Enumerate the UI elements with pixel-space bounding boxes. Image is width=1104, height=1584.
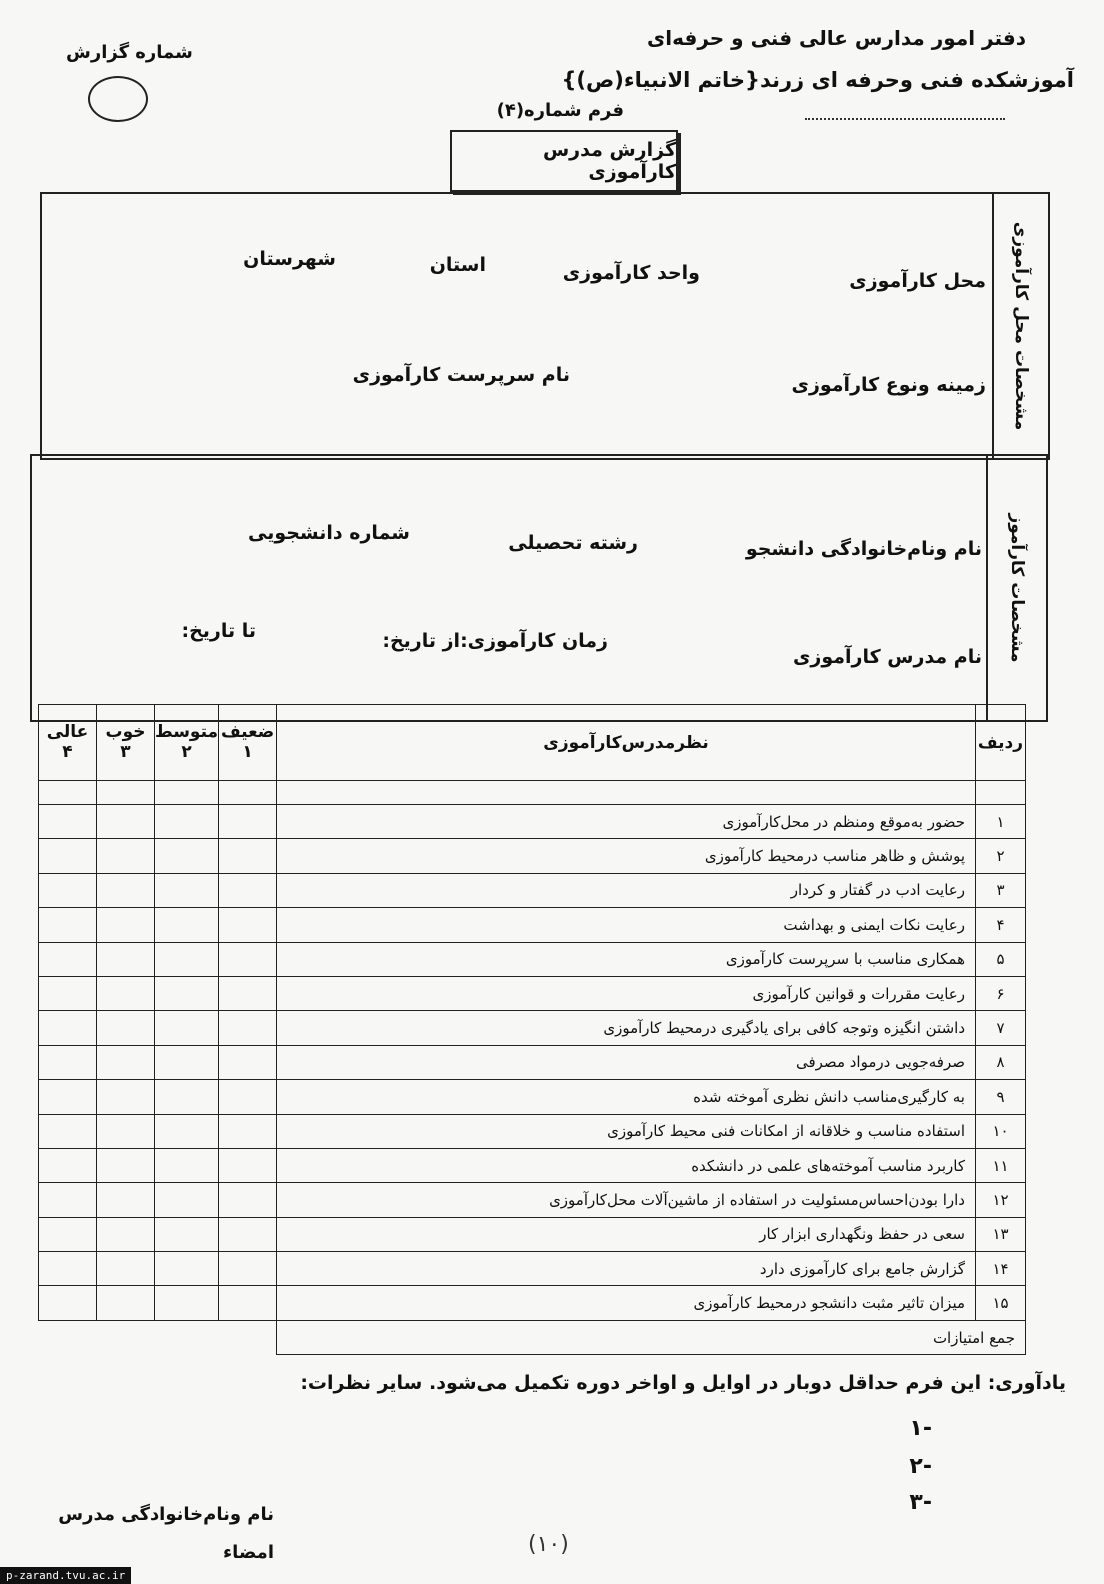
table-row — [39, 1217, 1026, 1251]
student-name-label: نام ونام‌خانوادگی دانشجو — [745, 538, 982, 560]
table-row — [39, 1252, 1026, 1286]
score-cell-4[interactable] — [39, 1286, 97, 1320]
school-title: آموزشکده فنی وحرفه ای زرند{خاتم الانبیاء(ص)} — [561, 68, 1074, 92]
score-cell-1[interactable] — [219, 1183, 277, 1217]
form-number: فرم شماره(۴) — [496, 100, 624, 121]
score-cell-3[interactable] — [97, 873, 155, 907]
reminder-text: یادآوری: این فرم حداقل دوبار در اوایل و اواخر دوره تکمیل می‌شود. سایر نظرات: — [300, 1372, 1066, 1394]
score-cell-1[interactable] — [219, 976, 277, 1010]
score-cell-4[interactable] — [39, 1011, 97, 1045]
intern-section-label: مشخصات کارآموز — [1007, 513, 1027, 663]
internship-place-section-label: مشخصات محل کارآموزی — [1011, 221, 1031, 431]
table-row — [39, 1011, 1026, 1045]
score-cell-3[interactable] — [97, 1148, 155, 1182]
office-title: دفتر امور مدارس عالی فنی و حرفه‌ای — [646, 26, 1026, 50]
row-index: ۴ — [976, 908, 1026, 942]
col-score-2-header: متوسط ۲ — [155, 705, 219, 781]
row-criterion: همکاری مناسب با سرپرست کارآموزی — [277, 942, 976, 976]
row-index: ۲ — [976, 839, 1026, 873]
score-cell-4[interactable] — [39, 1080, 97, 1114]
row-criterion: صرفه‌جویی درمواد مصرفی — [277, 1045, 976, 1079]
row-index: ۵ — [976, 942, 1026, 976]
period-to-label: تا تاریخ: — [181, 620, 256, 642]
spacer-cell — [39, 781, 97, 805]
total-value-cell[interactable] — [39, 1320, 277, 1354]
major-label: رشته تحصیلی — [508, 532, 638, 554]
score-cell-2[interactable] — [155, 1286, 219, 1320]
col-score-1-header: ضعیف ۱ — [219, 705, 277, 781]
col-score-4-header: عالی ۴ — [39, 705, 97, 781]
score-cell-1[interactable] — [219, 873, 277, 907]
score-cell-4[interactable] — [39, 1183, 97, 1217]
score-cell-3[interactable] — [97, 1183, 155, 1217]
row-index: ۶ — [976, 976, 1026, 1010]
spacer-cell — [219, 781, 277, 805]
row-index: ۱۴ — [976, 1252, 1026, 1286]
score-cell-3[interactable] — [97, 976, 155, 1010]
city-label: شهرستان — [243, 248, 336, 270]
score-cell-3[interactable] — [97, 1286, 155, 1320]
score-cell-3[interactable] — [97, 1045, 155, 1079]
score-cell-1[interactable] — [219, 1114, 277, 1148]
score-cell-2[interactable] — [155, 1080, 219, 1114]
score-cell-1[interactable] — [219, 942, 277, 976]
site-watermark: p-zarand.tvu.ac.ir — [0, 1567, 131, 1584]
row-index: ۸ — [976, 1045, 1026, 1079]
score-cell-3[interactable] — [97, 1011, 155, 1045]
score-cell-2[interactable] — [155, 908, 219, 942]
score-cell-1[interactable] — [219, 1011, 277, 1045]
row-index: ۹ — [976, 1080, 1026, 1114]
row-index: ۱۱ — [976, 1148, 1026, 1182]
table-row — [39, 1045, 1026, 1079]
province-label: استان — [429, 254, 486, 276]
col-index-header: ردیف — [976, 705, 1026, 781]
score-cell-3[interactable] — [97, 942, 155, 976]
score-cell-4[interactable] — [39, 805, 97, 839]
row-criterion: حضور به‌موقع ومنظم در محل‌کارآموزی — [277, 805, 976, 839]
table-row — [39, 1183, 1026, 1217]
score-cell-2[interactable] — [155, 1011, 219, 1045]
score-cell-1[interactable] — [219, 1148, 277, 1182]
score-cell-3[interactable] — [97, 839, 155, 873]
note-line-2[interactable]: -۲ — [909, 1454, 932, 1479]
total-label: جمع امتیازات — [277, 1320, 1026, 1354]
score-cell-4[interactable] — [39, 1045, 97, 1079]
table-spacer-row — [39, 781, 1026, 805]
col-score-3-header: خوب ۳ — [97, 705, 155, 781]
spacer-cell — [976, 781, 1026, 805]
score-cell-4[interactable] — [39, 976, 97, 1010]
row-index: ۳ — [976, 873, 1026, 907]
table-row — [39, 1114, 1026, 1148]
total-row — [39, 1320, 1026, 1354]
score-cell-3[interactable] — [97, 1252, 155, 1286]
row-criterion: دارا بودن‌احساس‌مسئولیت در استفاده از ماشین‌آلات محل‌کارآموزی — [277, 1183, 976, 1217]
table-row — [39, 976, 1026, 1010]
student-number-label: شماره دانشجویی — [247, 522, 410, 544]
score-cell-4[interactable] — [39, 1148, 97, 1182]
supervisor-label: نام سرپرست کارآموزی — [352, 364, 570, 386]
spacer-cell — [277, 781, 976, 805]
place-label: محل کارآموزی — [849, 270, 986, 292]
score-cell-2[interactable] — [155, 873, 219, 907]
row-index: ۱ — [976, 805, 1026, 839]
score-cell-2[interactable] — [155, 805, 219, 839]
row-criterion: گزارش جامع برای کارآموزی دارد — [277, 1252, 976, 1286]
table-row — [39, 805, 1026, 839]
score-cell-3[interactable] — [97, 1217, 155, 1251]
score-cell-4[interactable] — [39, 908, 97, 942]
row-criterion: به کارگیری‌مناسب دانش نظری آموخته شده — [277, 1080, 976, 1114]
table-row — [39, 908, 1026, 942]
table-header-row — [39, 705, 1026, 781]
score-cell-4[interactable] — [39, 1217, 97, 1251]
intern-box — [30, 454, 1048, 722]
row-criterion: رعایت مقررات و قوانین کارآموزی — [277, 976, 976, 1010]
field-type-label: زمینه ونوع کارآموزی — [791, 374, 986, 396]
dotted-line — [805, 118, 1005, 120]
teacher-label: نام مدرس کارآموزی — [793, 646, 982, 668]
row-index: ۱۳ — [976, 1217, 1026, 1251]
row-criterion: رعایت نکات ایمنی و بهداشت — [277, 908, 976, 942]
evaluation-table — [38, 704, 1026, 1355]
page-number: (۱۰) — [528, 1532, 569, 1557]
spacer-cell — [155, 781, 219, 805]
signature-label: امضاء — [222, 1542, 274, 1563]
row-criterion: سعی در حفظ ونگهداری ابزار کار — [277, 1217, 976, 1251]
score-cell-4[interactable] — [39, 873, 97, 907]
row-index: ۱۲ — [976, 1183, 1026, 1217]
period-from-label: زمان کارآموزی:از تاریخ: — [382, 630, 608, 652]
note-line-1[interactable]: -۱ — [909, 1416, 932, 1441]
unit-label: واحد کارآموزی — [562, 262, 700, 284]
score-cell-1[interactable] — [219, 908, 277, 942]
table-row — [39, 839, 1026, 873]
score-cell-1[interactable] — [219, 1252, 277, 1286]
score-cell-1[interactable] — [219, 1286, 277, 1320]
score-cell-2[interactable] — [155, 1252, 219, 1286]
spacer-cell — [97, 781, 155, 805]
score-cell-1[interactable] — [219, 839, 277, 873]
report-number-circle — [88, 76, 148, 122]
score-cell-3[interactable] — [97, 805, 155, 839]
table-row — [39, 1148, 1026, 1182]
score-cell-1[interactable] — [219, 1045, 277, 1079]
score-cell-4[interactable] — [39, 1252, 97, 1286]
internship-place-box — [40, 192, 1050, 460]
row-index: ۱۵ — [976, 1286, 1026, 1320]
score-cell-2[interactable] — [155, 1114, 219, 1148]
score-cell-1[interactable] — [219, 1080, 277, 1114]
score-cell-1[interactable] — [219, 805, 277, 839]
row-criterion: رعایت ادب در گفتار و کردار — [277, 873, 976, 907]
row-index: ۱۰ — [976, 1114, 1026, 1148]
score-cell-1[interactable] — [219, 1217, 277, 1251]
score-cell-2[interactable] — [155, 1045, 219, 1079]
row-criterion: کاربرد مناسب آموخته‌های علمی در دانشکده — [277, 1148, 976, 1182]
score-cell-3[interactable] — [97, 908, 155, 942]
row-criterion: میزان تاثیر مثبت دانشجو درمحیط کارآموزی — [277, 1286, 976, 1320]
score-cell-2[interactable] — [155, 976, 219, 1010]
score-cell-3[interactable] — [97, 1114, 155, 1148]
note-line-3[interactable]: -۳ — [909, 1490, 932, 1515]
intern-side — [986, 456, 1046, 720]
score-cell-4[interactable] — [39, 839, 97, 873]
row-criterion: داشتن انگیزه وتوجه کافی برای یادگیری درمحیط کارآموزی — [277, 1011, 976, 1045]
score-cell-4[interactable] — [39, 1114, 97, 1148]
table-row — [39, 1080, 1026, 1114]
score-cell-4[interactable] — [39, 942, 97, 976]
score-cell-2[interactable] — [155, 839, 219, 873]
internship-place-side — [992, 194, 1048, 458]
col-opinion-header: نظرمدرس‌کارآموزی — [277, 705, 976, 781]
score-cell-2[interactable] — [155, 1183, 219, 1217]
score-cell-2[interactable] — [155, 1217, 219, 1251]
report-number-label: شماره گزارش — [66, 42, 193, 63]
row-index: ۷ — [976, 1011, 1026, 1045]
score-cell-2[interactable] — [155, 942, 219, 976]
teacher-name-label: نام ونام‌خانوادگی مدرس — [58, 1504, 274, 1525]
row-criterion: پوشش و ظاهر مناسب درمحیط کارآموزی — [277, 839, 976, 873]
score-cell-3[interactable] — [97, 1080, 155, 1114]
score-cell-2[interactable] — [155, 1148, 219, 1182]
table-row — [39, 942, 1026, 976]
row-criterion: استفاده مناسب و خلاقانه از امکانات فنی محیط کارآموزی — [277, 1114, 976, 1148]
table-row — [39, 1286, 1026, 1320]
table-row — [39, 873, 1026, 907]
form-title: گزارش مدرس کارآموزی — [450, 130, 678, 192]
